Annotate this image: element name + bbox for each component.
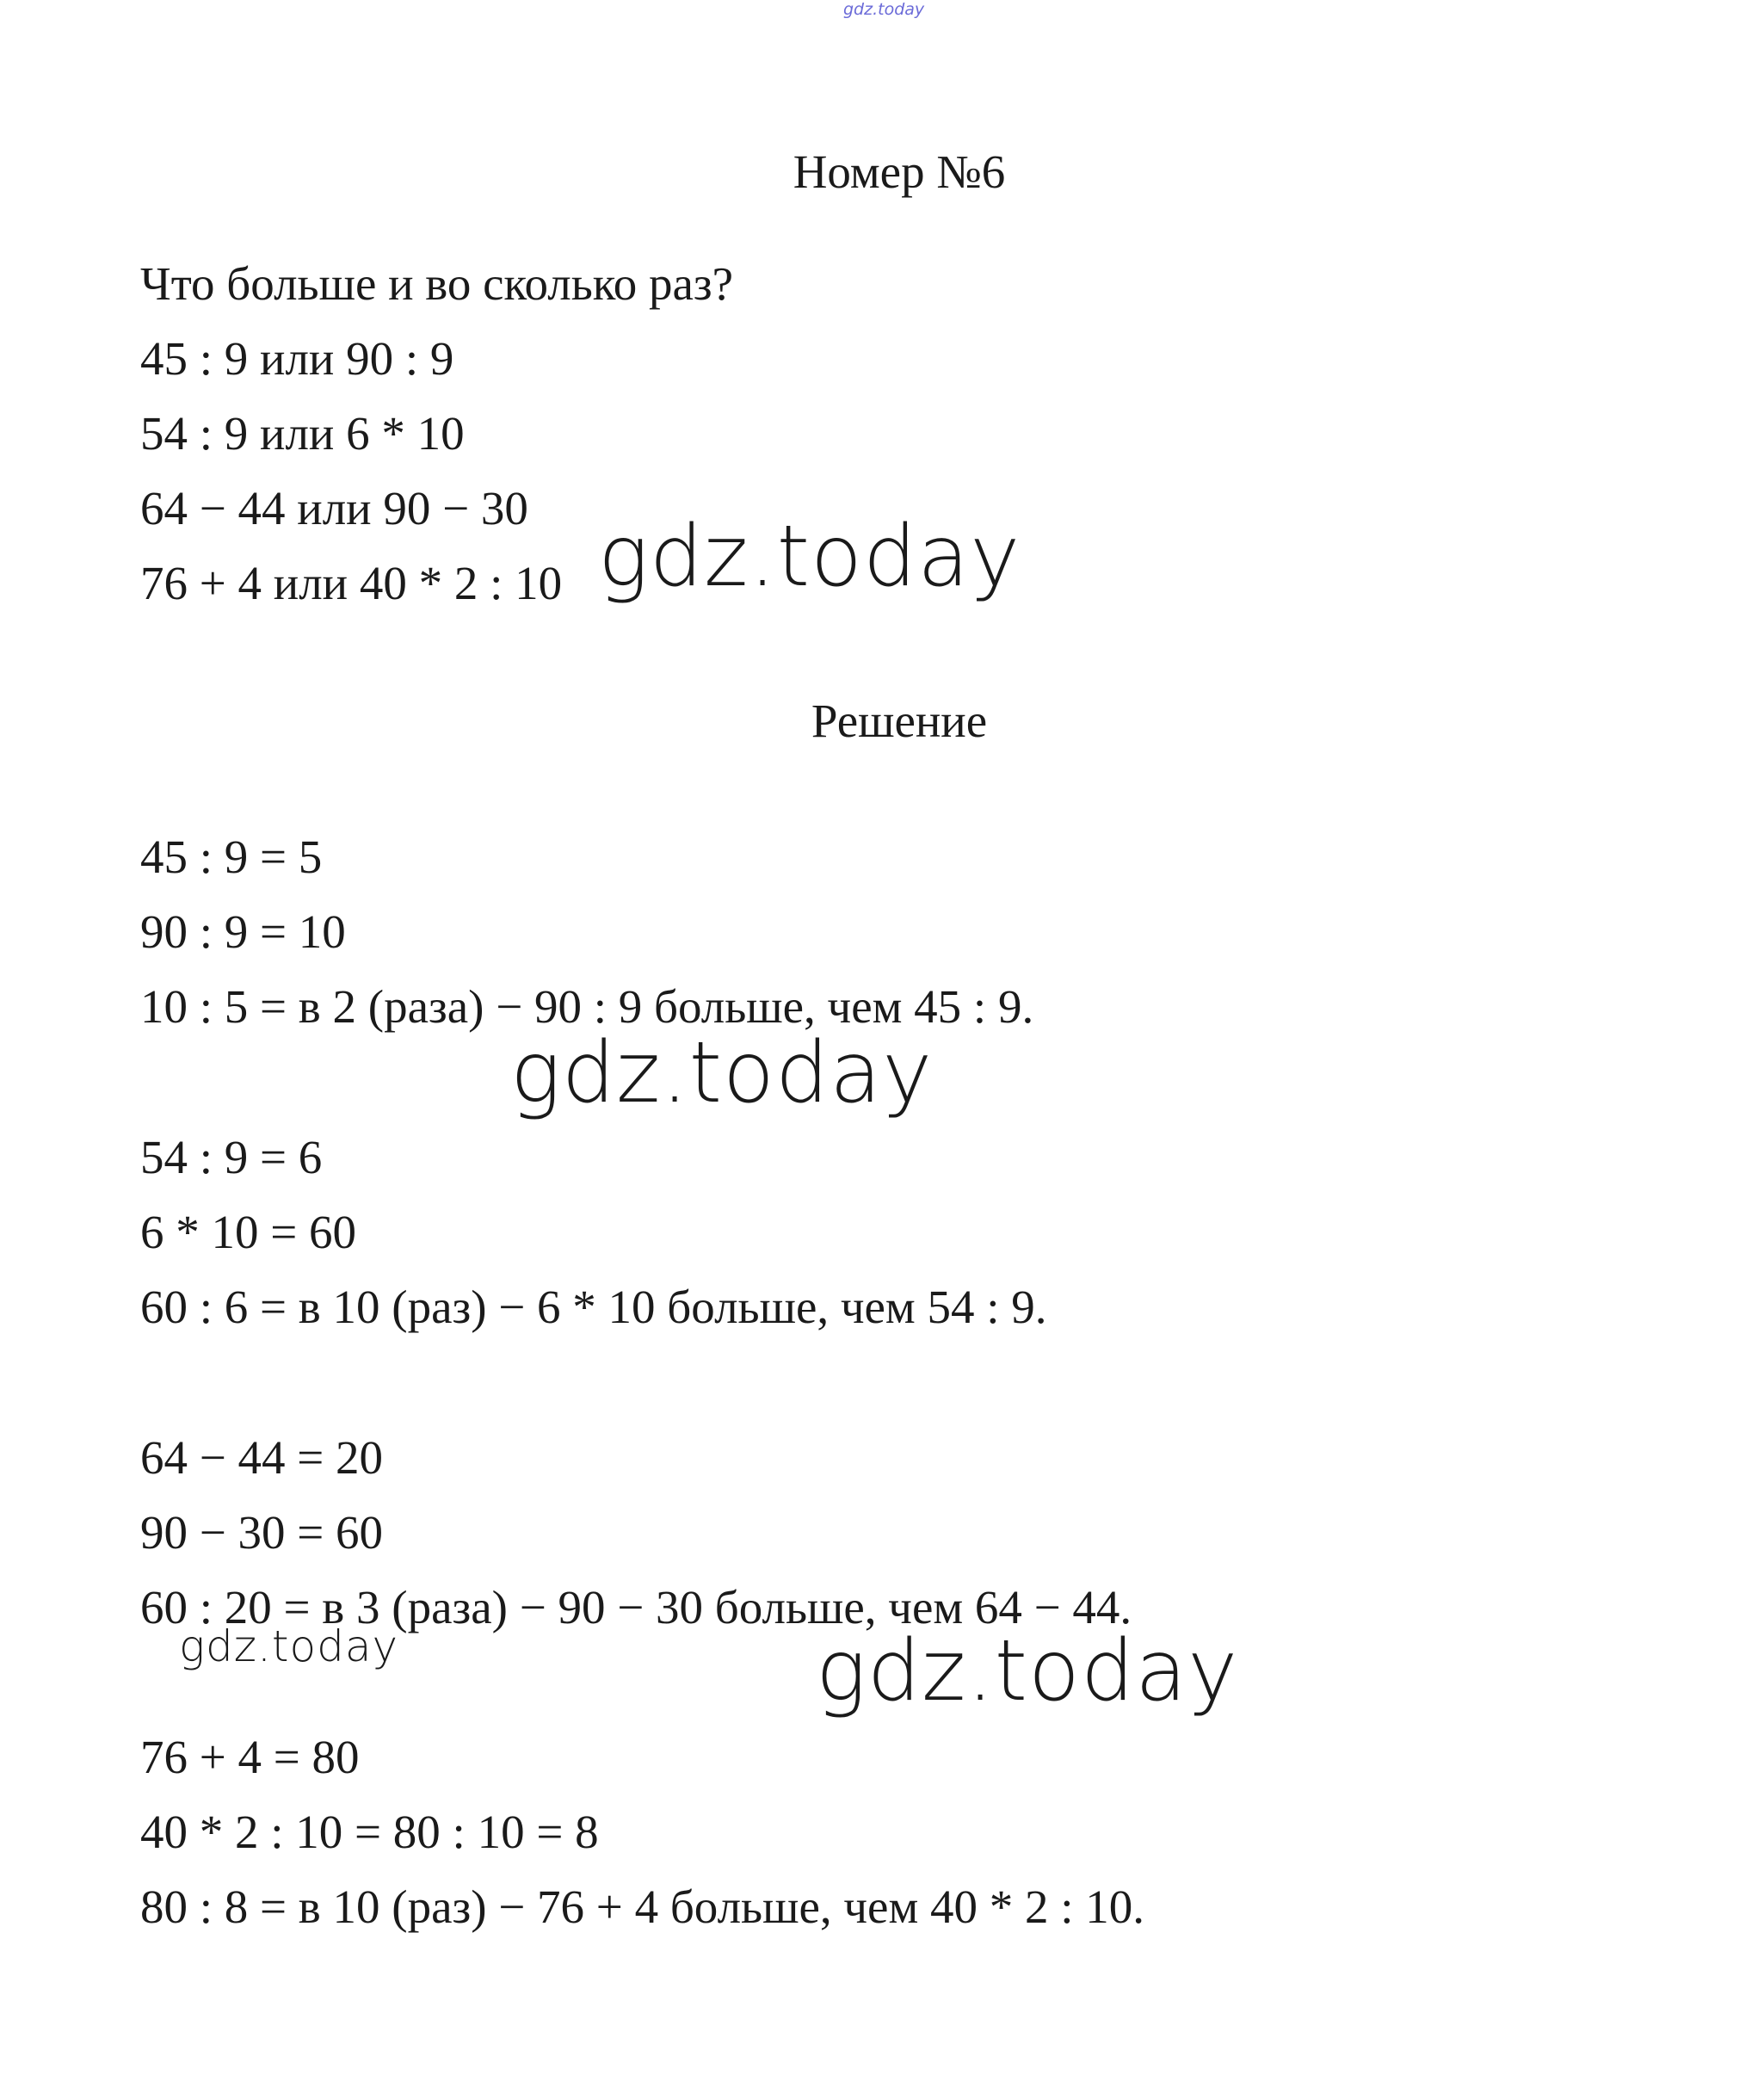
solution-line: 90 − 30 = 60: [140, 1506, 384, 1559]
solution-line: 90 : 9 = 10: [140, 905, 346, 958]
watermark: gdz.today: [510, 1024, 934, 1122]
task-line: 45 : 9 или 90 : 9: [140, 332, 454, 385]
watermark-top: gdz.today: [843, 0, 925, 19]
solution-line: 64 − 44 = 20: [140, 1431, 384, 1484]
task-question: Что больше и во сколько раз?: [140, 257, 734, 310]
task-line: 76 + 4 или 40 * 2 : 10: [140, 557, 563, 609]
watermark: gdz.today: [816, 1622, 1239, 1720]
solution-line: 80 : 8 = в 10 (раз) − 76 + 4 больше, чем 40 * 2 : 10.: [140, 1880, 1145, 1933]
solution-line: 6 * 10 = 60: [140, 1206, 357, 1258]
task-line: 64 − 44 или 90 − 30: [140, 482, 528, 534]
solution-heading: Решение: [811, 695, 988, 747]
watermark: gdz.today: [598, 508, 1021, 606]
solution-line: 10 : 5 = в 2 (раза) − 90 : 9 больше, чем 45 : 9.: [140, 980, 1034, 1033]
solution-line: 60 : 6 = в 10 (раз) − 6 * 10 больше, чем 54 : 9.: [140, 1281, 1047, 1333]
solution-line: 60 : 20 = в 3 (раза) − 90 − 30 больше, чем 64 − 44.: [140, 1581, 1132, 1633]
solution-line: 40 * 2 : 10 = 80 : 10 = 8: [140, 1806, 599, 1858]
task-line: 54 : 9 или 6 * 10: [140, 407, 465, 460]
solution-line: 54 : 9 = 6: [140, 1131, 323, 1183]
watermark: gdz.today: [179, 1621, 399, 1671]
solution-line: 45 : 9 = 5: [140, 831, 323, 883]
page-title: Номер №6: [793, 145, 1006, 198]
solution-line: 76 + 4 = 80: [140, 1731, 360, 1783]
